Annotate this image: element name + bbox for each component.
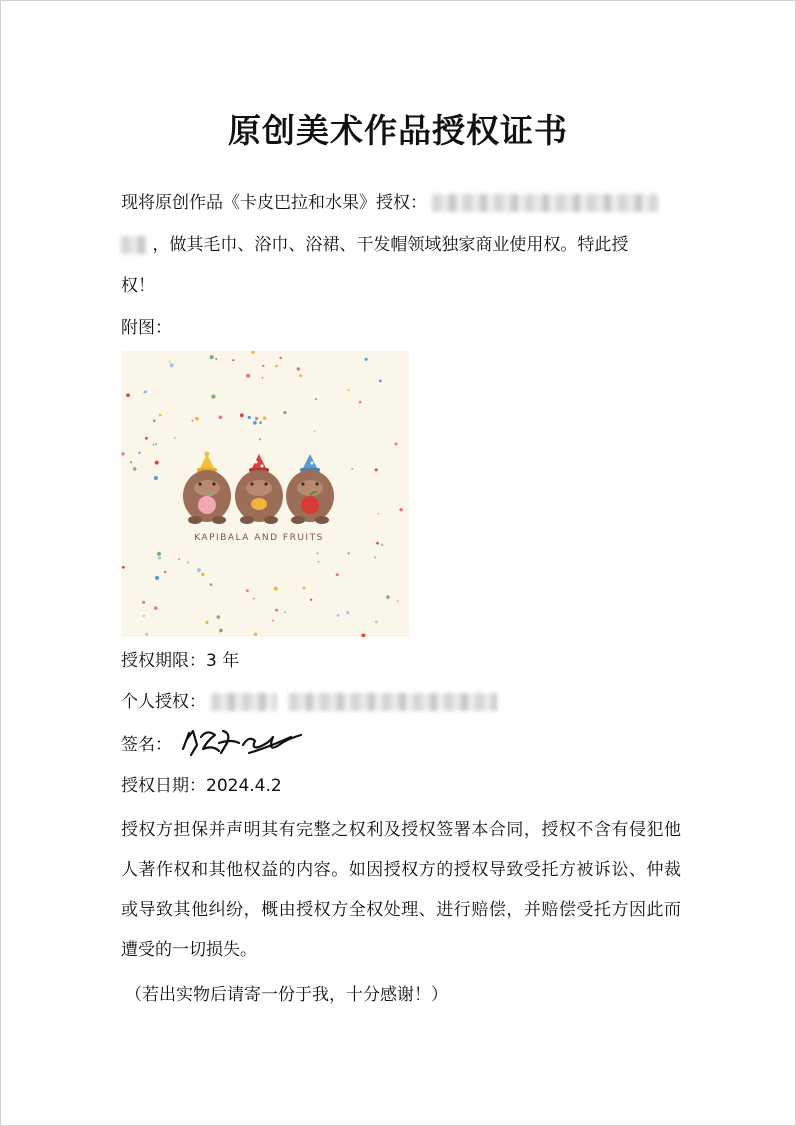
- confetti-dot: [255, 417, 258, 420]
- guarantee-paragraph: 授权方担保并声明其有完整之权利及授权签署本合同，授权不含有侵犯他人著作权和其他权益的内容。如因授权方的授权导致受托方被诉讼、仲裁或导致其他纠纷，概由授权方全权处理、进行赔偿，并赔偿受托方因此而遭受的一切损失。: [121, 820, 681, 960]
- confetti-dot: [130, 461, 132, 463]
- confetti-dot: [153, 444, 155, 446]
- confetti-dot: [303, 587, 306, 590]
- confetti-dot: [155, 461, 159, 465]
- closing-note: （若出实物后请寄一份于我，十分感谢！）: [125, 985, 448, 1005]
- confetti-dot: [126, 393, 130, 397]
- confetti-dot: [142, 602, 144, 604]
- confetti-dot: [317, 553, 319, 555]
- confetti-dot: [144, 391, 146, 393]
- confetti-dot: [378, 513, 380, 515]
- confetti-dot: [347, 552, 349, 554]
- confetti-dot: [259, 421, 262, 424]
- confetti-dot: [169, 361, 171, 363]
- confetti-dot: [275, 365, 278, 368]
- confetti-dot: [275, 609, 278, 612]
- confetti-dot: [386, 595, 390, 599]
- artwork-illustration: [121, 351, 409, 637]
- confetti-dot: [272, 620, 274, 622]
- confetti-dot: [259, 438, 261, 440]
- confetti-dot: [397, 600, 399, 602]
- personal-line: [121, 690, 497, 714]
- confetti-dot: [253, 421, 257, 425]
- confetti-dot: [195, 417, 199, 421]
- confetti-dot: [399, 508, 402, 511]
- confetti-dot: [337, 614, 340, 617]
- attachment-label: 附图：: [121, 318, 172, 338]
- confetti-dot: [346, 611, 349, 614]
- confetti-dot: [365, 358, 368, 361]
- confetti-dot: [284, 612, 286, 614]
- confetti-dot: [248, 416, 251, 419]
- confetti-dot: [205, 621, 208, 624]
- confetti-dot: [155, 443, 157, 445]
- confetti-dot: [159, 414, 162, 417]
- confetti-dot: [217, 615, 221, 619]
- grant-end-line: 权！: [121, 276, 155, 296]
- confetti-dot: [170, 363, 174, 367]
- confetti-dot: [375, 468, 378, 471]
- redacted-licensee: [432, 194, 658, 212]
- confetti-dot: [121, 452, 124, 455]
- artwork-caption: KAPIBALA AND FRUITS: [194, 533, 324, 543]
- grant-prefix: 现将原创作品《卡皮巴拉和水果》授权：: [121, 193, 427, 213]
- confetti-dot: [376, 542, 379, 545]
- confetti-dot: [153, 419, 156, 422]
- confetti-dot: [263, 417, 266, 420]
- grant-line: [121, 191, 658, 215]
- confetti-dot: [154, 476, 158, 480]
- confetti-dot: [174, 437, 176, 439]
- term-line: 授权期限：3 年: [121, 651, 240, 671]
- confetti-dot: [314, 430, 316, 432]
- confetti-dot: [279, 357, 282, 360]
- confetti-dot: [145, 437, 148, 440]
- confetti-dot: [375, 621, 378, 624]
- confetti-dot: [299, 374, 302, 377]
- confetti-dot: [246, 589, 249, 592]
- confetti-dot: [348, 389, 350, 391]
- confetti-dot: [197, 568, 201, 572]
- confetti-dot: [210, 355, 214, 359]
- personal-label: 个人授权：: [121, 692, 206, 712]
- confetti-dot: [359, 401, 362, 404]
- confetti-dot: [379, 380, 382, 383]
- confetti-dot: [154, 606, 157, 609]
- confetti-dot: [253, 598, 255, 600]
- confetti-dot: [262, 365, 264, 367]
- confetti-dot: [210, 583, 213, 586]
- confetti-dot: [283, 411, 286, 414]
- confetti-dot: [262, 377, 264, 379]
- date-line: 授权日期：2024.4.2: [121, 776, 282, 796]
- confetti-dot: [381, 544, 384, 547]
- confetti-dot: [164, 571, 167, 574]
- confetti-dot: [215, 358, 217, 360]
- artwork-image: [121, 351, 409, 637]
- confetti-dot: [240, 413, 244, 417]
- redacted-id: [289, 693, 497, 711]
- confetti-dot: [351, 468, 353, 470]
- confetti-dot: [178, 558, 180, 560]
- confetti-dot: [310, 599, 312, 601]
- handwritten-signature: [179, 723, 303, 763]
- scope-text: ，做其毛巾、浴巾、浴裙、干发帽领域独家商业使用权。特此授: [152, 235, 629, 255]
- certificate-title: 原创美术作品授权证书: [228, 111, 568, 150]
- confetti-dot: [254, 633, 257, 636]
- confetti-dot: [315, 398, 317, 400]
- confetti-dot: [192, 420, 194, 422]
- confetti-dot: [187, 561, 189, 563]
- confetti-dot: [133, 467, 137, 471]
- confetti-dot: [201, 573, 204, 576]
- confetti-dot: [138, 452, 140, 454]
- confetti-dot: [317, 561, 319, 563]
- confetti-dot: [246, 374, 250, 378]
- redacted-name: [211, 693, 277, 711]
- confetti-dot: [297, 367, 300, 370]
- confetti-dot: [157, 552, 161, 556]
- confetti-dot: [374, 557, 376, 559]
- confetti-dot: [155, 576, 159, 580]
- confetti-dot: [336, 573, 339, 576]
- confetti-dot: [219, 629, 223, 633]
- confetti-dot: [158, 556, 161, 559]
- confetti-dot: [211, 395, 215, 399]
- confetti-dot: [122, 566, 125, 569]
- scope-line: [121, 233, 628, 257]
- signature-label: 签名：: [121, 735, 172, 755]
- confetti-dot: [219, 416, 223, 420]
- confetti-dot: [274, 587, 278, 591]
- confetti-dot: [145, 633, 148, 636]
- confetti-dot: [395, 443, 398, 446]
- redacted-licensee-tail: [121, 236, 147, 254]
- confetti-dot: [232, 359, 234, 361]
- confetti-dot: [143, 615, 145, 617]
